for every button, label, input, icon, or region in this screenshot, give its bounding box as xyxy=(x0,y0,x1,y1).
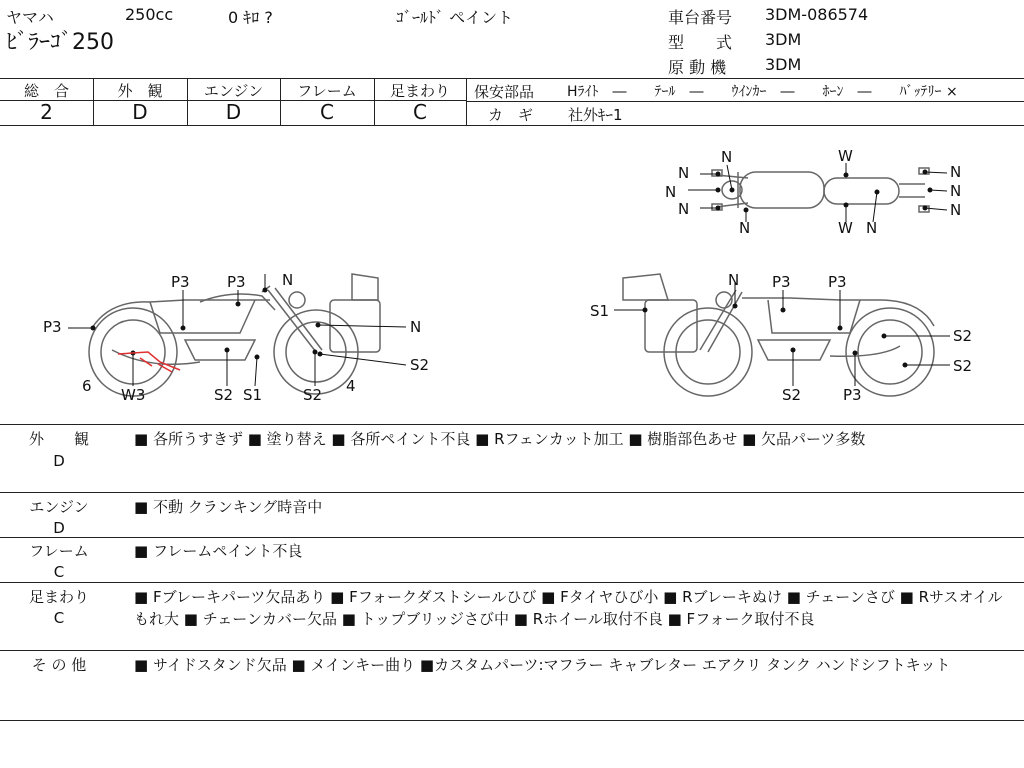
top-label-n-seat: N xyxy=(866,219,878,237)
divider xyxy=(466,101,1024,102)
top-label-w-top: W xyxy=(838,147,853,165)
engine-model-value: 3DM xyxy=(765,55,802,74)
right-label-s2-wheel: S2 xyxy=(953,357,973,375)
section-grade-exterior: D xyxy=(53,452,65,470)
type-label: 型 式 xyxy=(668,33,733,52)
grade-header-overall: 総 合 xyxy=(23,82,69,100)
right-label-s2-engine: S2 xyxy=(782,386,802,404)
section-text-exterior: ■ 各所うすきず ■ 塗り替え ■ 各所ペイント不良 ■ Rフェンカット加工 ■ 樹脂部色あせ ■ 欠品パーツ多数 xyxy=(134,430,866,448)
grade-frame: C xyxy=(320,100,334,124)
type-value: 3DM xyxy=(765,30,802,49)
section-label-other: そ の 他 xyxy=(31,656,87,674)
left-label-p3-fender: P3 xyxy=(43,318,62,336)
left-label-tire-4: 4 xyxy=(346,377,356,395)
top-label-n-left-3: N xyxy=(678,200,690,218)
left-label-w3: W3 xyxy=(121,386,146,404)
grade-header-exterior: 外 観 xyxy=(117,82,163,100)
right-side-motorcycle xyxy=(623,274,934,396)
right-label-s1-case: S1 xyxy=(590,302,610,320)
frame-number-label: 車台番号 xyxy=(668,8,733,27)
grade-header-engine: エンジン xyxy=(203,82,264,100)
safety-parts-items: Hﾗｲﾄ ― ﾃｰﾙ ― ｳｲﾝｶｰ ― ﾎｰﾝ ― ﾊﾞｯﾃﾘｰ × xyxy=(567,84,958,100)
left-label-n-case: N xyxy=(410,318,422,336)
top-label-n-left-2: N xyxy=(665,183,677,201)
leader-lines xyxy=(68,163,950,386)
divider xyxy=(0,582,1024,583)
top-label-n-right-1: N xyxy=(950,163,962,181)
section-label-suspension: 足まわり xyxy=(28,588,89,606)
top-label-w-bottom: W xyxy=(838,219,853,237)
section-text-frame: ■ フレームペイント不良 xyxy=(134,542,303,560)
top-label-n-right-2: N xyxy=(950,182,962,200)
right-label-p3-muffler: P3 xyxy=(843,386,862,404)
top-view-motorcycle xyxy=(712,168,929,212)
section-label-frame: フレーム xyxy=(29,542,89,560)
grade-engine: D xyxy=(225,100,242,124)
divider xyxy=(0,537,1024,538)
grade-exterior: D xyxy=(132,100,148,124)
top-label-n-left-1: N xyxy=(678,164,690,182)
left-label-tire-6: 6 xyxy=(82,377,92,395)
section-label-engine: エンジン xyxy=(29,498,89,516)
divider xyxy=(0,78,1024,79)
divider xyxy=(0,492,1024,493)
left-label-s1: S1 xyxy=(243,386,263,404)
color: ｺﾞｰﾙﾄﾞ ペイント xyxy=(396,8,514,27)
grade-suspension: C xyxy=(413,100,427,124)
divider xyxy=(0,650,1024,651)
grade-header-suspension: 足まわり xyxy=(389,82,450,100)
grade-header-frame: フレーム xyxy=(297,82,357,100)
grade-overall: 2 xyxy=(40,100,53,124)
left-label-p3-frame: P3 xyxy=(227,273,246,291)
section-text-suspension: ■ Fブレーキパーツ欠品あり ■ Fフォークダストシールひび ■ Fタイヤひび小 ■ Rブレーキぬけ ■ チェーンさび ■ Rサスオイルもれ大 ■ チェーンカバー欠品 ■ トップブリッジさび中 ■ Rホイール取付不良 ■ Fフォーク取付不良 xyxy=(134,588,1003,628)
left-label-n-handle: N xyxy=(282,271,294,289)
divider xyxy=(0,720,1024,721)
key-label: カ ギ xyxy=(488,106,534,124)
top-label-n-right-3: N xyxy=(950,201,962,219)
divider xyxy=(0,424,1024,425)
key-value: 社外ｷｰ1 xyxy=(568,106,623,124)
damage-diagram xyxy=(0,127,1024,424)
top-label-n-front-bottom: N xyxy=(739,219,751,237)
safety-parts-label: 保安部品 xyxy=(474,83,535,101)
mileage: 0 ｷﾛ ? xyxy=(228,8,273,27)
section-text-other: ■ サイドスタンド欠品 ■ メインキー曲り ■カスタムパーツ:マフラー キャブレター エアクリ タンク ハンドシフトキット xyxy=(134,656,951,674)
divider xyxy=(466,78,467,125)
section-grade-suspension: C xyxy=(53,609,65,627)
section-label-exterior: 外 観 xyxy=(28,430,89,448)
section-grade-frame: C xyxy=(53,563,65,581)
section-grade-engine: D xyxy=(53,519,65,537)
left-label-s2-engine: S2 xyxy=(214,386,234,404)
right-label-s2-rear: S2 xyxy=(953,327,973,345)
model-name: ﾋﾞﾗｰｺﾞ250 xyxy=(6,30,114,55)
right-label-p3-seat: P3 xyxy=(828,273,847,291)
frame-number: 3DM-086574 xyxy=(765,5,869,24)
divider xyxy=(0,125,1024,126)
engine-model-label: 原 動 機 xyxy=(668,58,727,77)
right-label-p3-tank: P3 xyxy=(772,273,791,291)
top-label-n-front-top: N xyxy=(721,148,733,166)
displacement: 250cc xyxy=(125,5,174,24)
section-text-engine: ■ 不動 クランキング時音中 xyxy=(134,498,323,516)
left-label-s2-fork: S2 xyxy=(410,356,430,374)
right-label-n-handle: N xyxy=(728,271,740,289)
left-label-p3-tank: P3 xyxy=(171,273,190,291)
maker: ヤマハ xyxy=(6,8,54,27)
left-label-s2-wheel: S2 xyxy=(303,386,323,404)
